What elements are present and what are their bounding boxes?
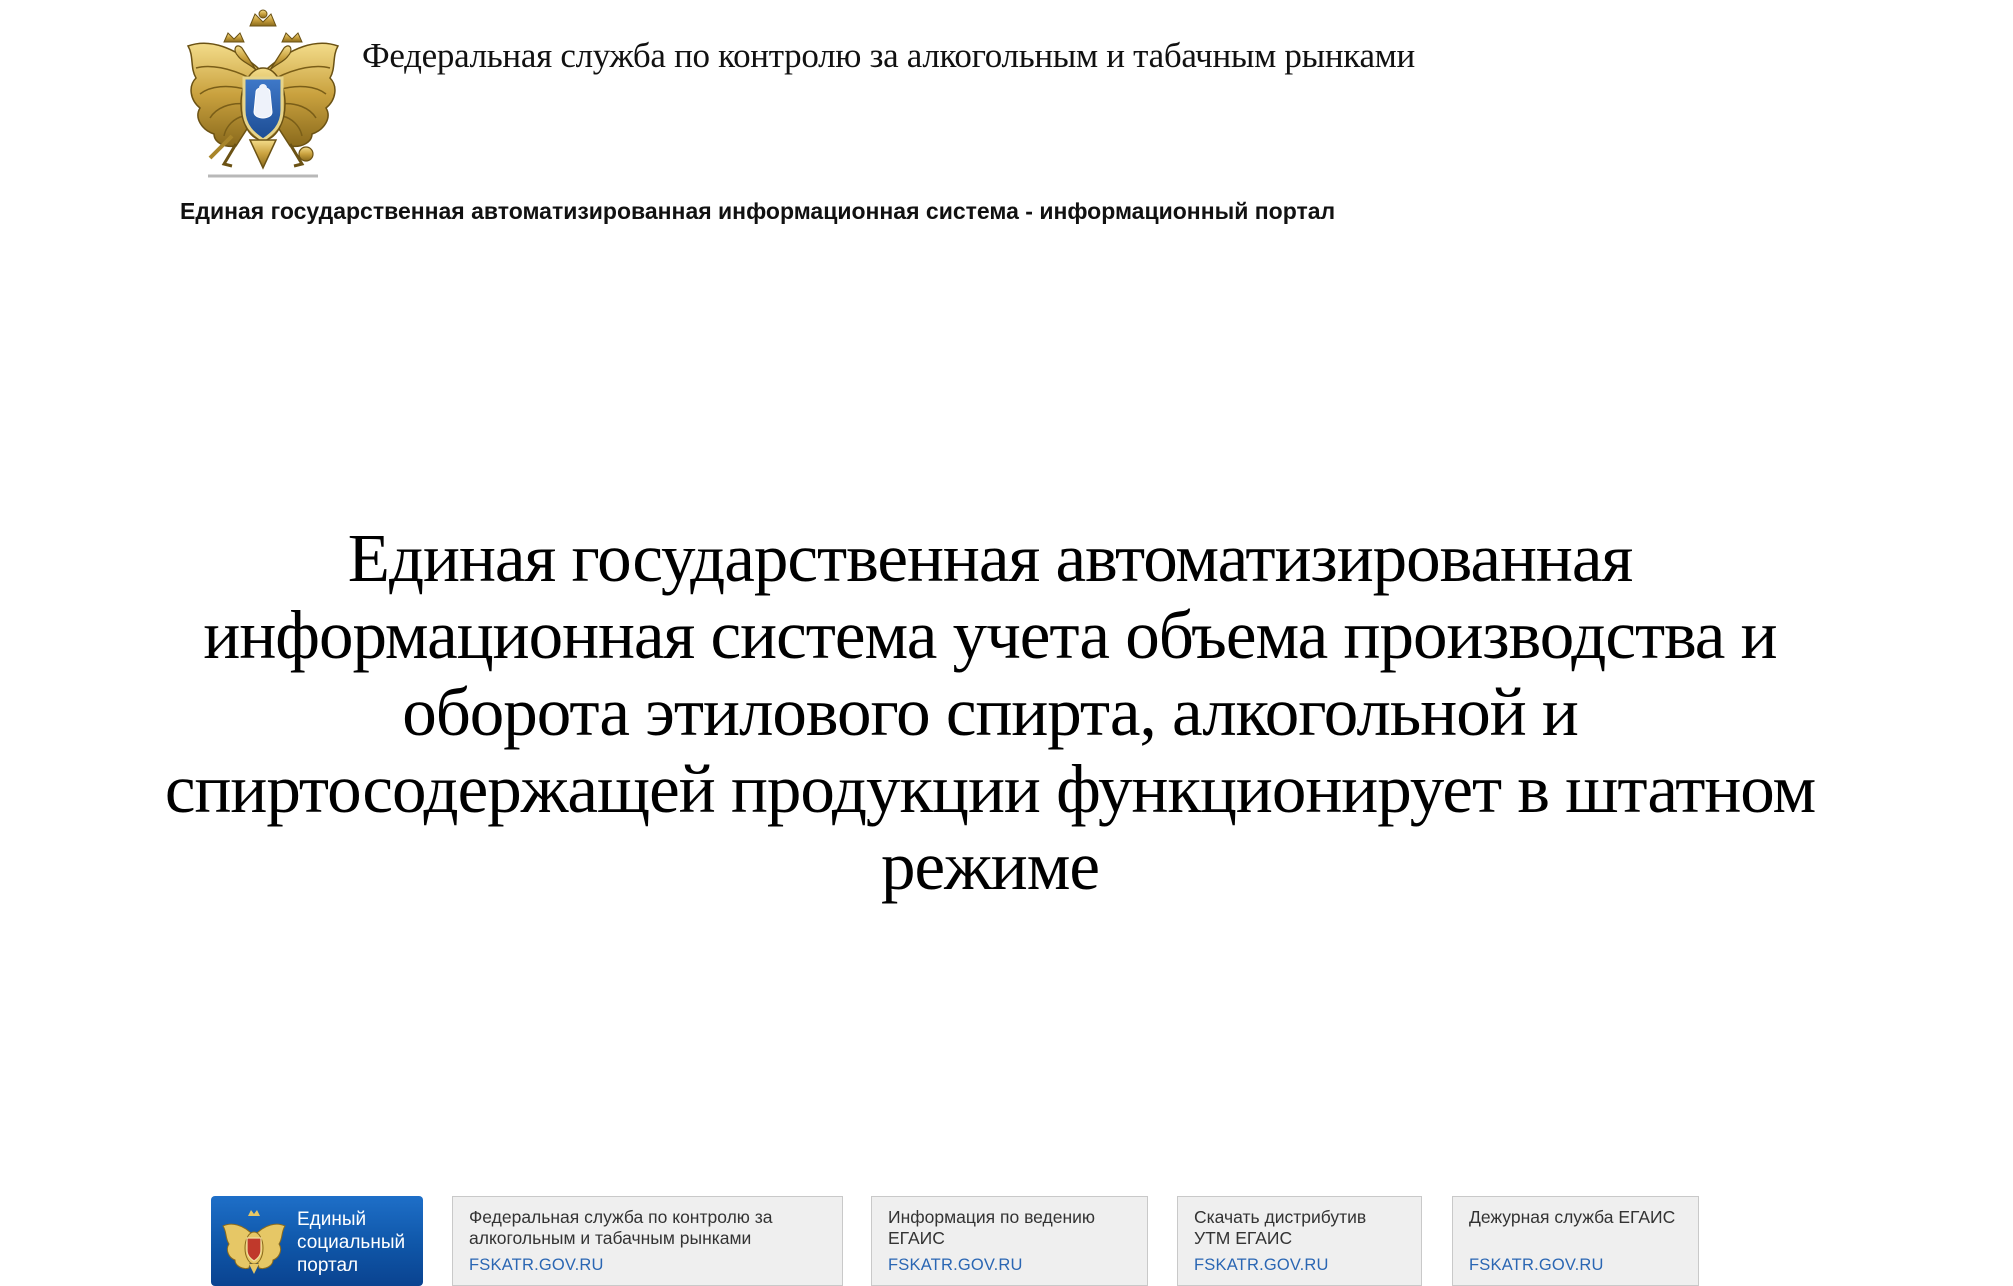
footer-tile-title-line: УТМ ЕГАИС [1194,1228,1293,1248]
page-header [178,0,1878,240]
social-portal-label-line: социальный [297,1232,406,1253]
footer-tile-title [1469,1207,1688,1228]
agency-title: Федеральная служба по контролю за алкогольным и табачным рынками [362,36,1415,75]
footer-tile-title-line: Федеральная служба по контролю за [469,1207,773,1227]
social-portal-label [297,1208,421,1277]
footer-tile-link[interactable]: FSKATR.GOV.RU [888,1256,1023,1274]
footer-tile-link[interactable]: FSKATR.GOV.RU [1194,1256,1329,1274]
social-portal-label-line: портал [297,1255,359,1276]
double-headed-eagle-emblem-icon [180,8,346,184]
footer-tile-link[interactable]: FSKATR.GOV.RU [1469,1256,1604,1274]
social-portal-button[interactable] [211,1196,423,1286]
system-title: Единая государственная автоматизированная информационная система - информационный портал [180,198,1336,224]
footer-tile-egais-support[interactable] [1452,1196,1699,1286]
footer-tile-utm-download[interactable] [1177,1196,1422,1286]
footer-tile-link[interactable]: FSKATR.GOV.RU [469,1256,604,1274]
footer-tile-title-line: ЕГАИС [888,1228,945,1248]
footer-tile-title [469,1207,832,1249]
footer-tile-egais-info[interactable] [871,1196,1148,1286]
eagle-emblem-icon [221,1206,287,1276]
footer-tile-title [888,1207,1137,1249]
system-status-message: Единая государственная автоматизированная информационная система учета объема производства и оборота этилового спирта, алкогольной и спиртосодержащей продукции функционирует в штатном режиме [164,520,1816,904]
footer-tile-title-line: Дежурная служба ЕГАИС [1469,1207,1676,1227]
footer-tile-title [1194,1207,1411,1249]
footer-tile-title-line: Информация по ведению [888,1207,1096,1227]
footer-tile-title-line: алкогольным и табачным рынками [469,1228,752,1248]
footer-tile-title-line: Скачать дистрибутив [1194,1207,1367,1227]
footer-tile-fsrar[interactable] [452,1196,843,1286]
social-portal-label-line: Единый [297,1209,367,1230]
